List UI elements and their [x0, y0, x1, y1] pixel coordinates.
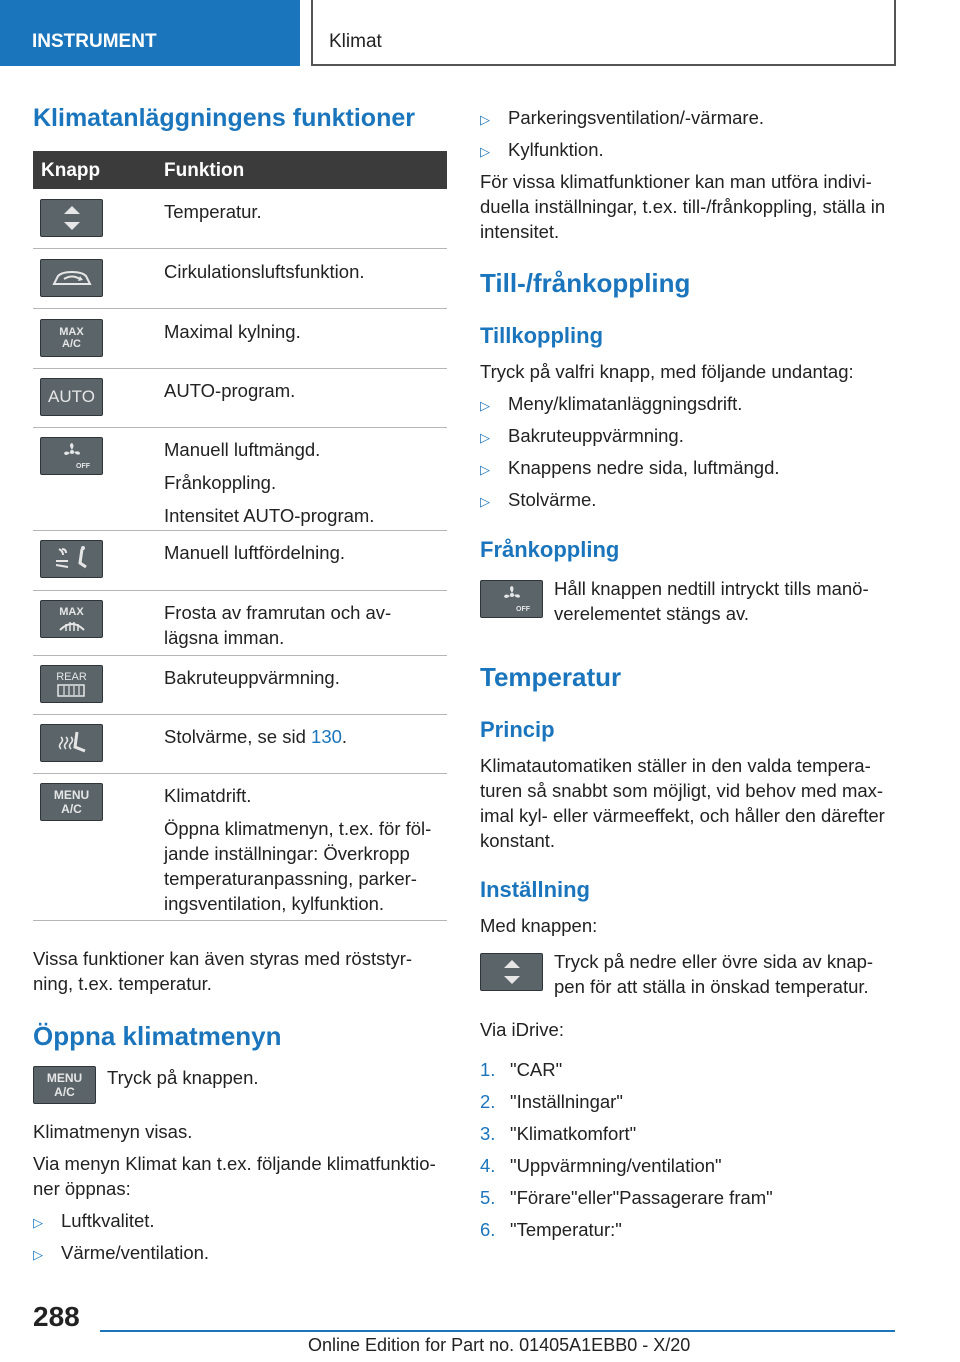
- auto-icon: AUTO: [40, 378, 103, 416]
- rear-defrost-icon: REAR: [40, 665, 103, 703]
- list-item: ▷ Luftkvalitet.: [33, 1210, 155, 1231]
- table-header: [33, 151, 447, 189]
- max-ac-icon: MAX A/C: [40, 319, 103, 357]
- function-text: Intensitet AUTO-program.: [164, 505, 375, 526]
- recirculation-car-icon: [40, 259, 103, 297]
- page-link[interactable]: 130: [311, 726, 342, 747]
- table-row: [33, 309, 447, 369]
- on-heading: Tillkoppling: [480, 323, 604, 348]
- function-text: Klimatdrift.: [164, 785, 252, 806]
- function-text: Cirkulationsluftsfunktion.: [164, 261, 365, 282]
- setting-heading: Inställning: [480, 877, 590, 902]
- function-text: AUTO-program.: [164, 380, 296, 401]
- via-idrive-text: Via iDrive:: [480, 1019, 564, 1040]
- temperature-heading: Temperatur: [480, 662, 622, 692]
- individual-settings-text: För vissa klimatfunktioner kan man utföra indivi-duella inställningar, t.ex. till-/frånkoppling, ställa in intensitet.: [480, 171, 886, 242]
- list-item: ▷ Bakruteuppvärmning.: [480, 425, 684, 446]
- function-text: Manuell luftfördelning.: [164, 542, 345, 563]
- function-text: Temperatur.: [164, 201, 262, 222]
- function-text: Öppna klimatmenyn, t.ex. för föl-jande inställningar: Överkropp temperaturanpassning, parker-ingsventilation, kylfunktion.: [164, 818, 432, 914]
- function-text: Maximal kylning.: [164, 321, 301, 342]
- page-number: 288: [33, 1301, 80, 1332]
- function-text: Manuell luftmängd.: [164, 439, 321, 460]
- table-row: [33, 428, 447, 531]
- temperature-arrows-icon: [480, 953, 543, 991]
- air-distribution-icon: [40, 540, 103, 578]
- table-row: [33, 591, 447, 656]
- list-item: ▷ Knappens nedre sida, luftmängd.: [480, 457, 780, 478]
- function-text: Stolvärme, se sid 130.: [164, 726, 348, 747]
- svg-text:OFF: OFF: [75, 463, 90, 470]
- function-text: Frånkoppling.: [164, 472, 277, 493]
- col-button-header: Knapp: [41, 160, 101, 181]
- principle-text: Klimatautomatiken ställer in den valda tempera-turen så snabbt som möjligt, vid behov med max-imal kyl- eller värmeeffekt, och håller den därefter konstant.: [480, 755, 885, 851]
- on-text: Tryck på valfri knapp, med följande undantag:: [480, 361, 854, 382]
- list-item: ▷ Värme/ventilation.: [33, 1242, 210, 1263]
- page-header: [0, 0, 960, 66]
- step-item: 4. "Uppvärmning/ventilation": [480, 1155, 722, 1176]
- max-defrost-icon: MAX: [40, 600, 103, 638]
- step-item: 5. "Förare"eller"Passagerare fram": [480, 1187, 773, 1208]
- menu-ac-icon: MENU A/C: [40, 783, 103, 821]
- table-row: [33, 249, 447, 309]
- table-row: [33, 715, 447, 774]
- principle-heading: Princip: [480, 717, 555, 742]
- list-item: ▷ Parkeringsventilation/-värmare.: [480, 107, 765, 128]
- function-text: Bakruteuppvärmning.: [164, 667, 340, 688]
- menu-shown-text: Klimatmenyn visas.: [33, 1121, 193, 1142]
- table-row: [33, 774, 447, 921]
- function-text: Frosta av framrutan och av-lägsna imman.: [164, 602, 392, 648]
- edition-text: Online Edition for Part no. 01405A1EBB0 - X/20: [308, 1335, 691, 1355]
- table-row: [33, 531, 447, 591]
- fan-off-icon: [40, 437, 103, 475]
- voice-text: Vissa funktioner kan även styras med röststyr-ning, t.ex. temperatur.: [33, 948, 413, 994]
- step-item: 3. "Klimatkomfort": [480, 1123, 637, 1144]
- seat-heating-icon: [40, 724, 103, 762]
- list-item: ▷ Stolvärme.: [480, 489, 597, 510]
- section-tab: INSTRUMENT: [0, 0, 300, 66]
- step-item: 1. "CAR": [480, 1059, 563, 1080]
- press-text: Tryck på knappen.: [107, 1067, 259, 1088]
- list-item: ▷ Kylfunktion.: [480, 139, 604, 160]
- fan-off-icon: [480, 580, 543, 618]
- table-row: [33, 369, 447, 428]
- chapter-title: Klimat: [311, 0, 896, 66]
- with-button-text: Med knappen:: [480, 915, 598, 936]
- list-item: ▷ Meny/klimatanläggningsdrift.: [480, 393, 743, 414]
- via-menu-text: Via menyn Klimat kan t.ex. följande klimatfunktio-ner öppnas:: [33, 1153, 436, 1199]
- functions-heading: Klimatanläggningens funktioner: [33, 104, 415, 132]
- onoff-heading: Till-/frånkoppling: [480, 268, 691, 298]
- button-text: Tryck på nedre eller övre sida av knap-pen för att ställa in önskad temperatur.: [554, 951, 874, 997]
- step-item: 2. "Inställningar": [480, 1091, 623, 1112]
- menu-ac-icon: MENU A/C: [33, 1066, 96, 1104]
- open-menu-heading: Öppna klimatmenyn: [33, 1021, 282, 1051]
- off-text: Håll knappen nedtill intryckt tills manö-verelementet stängs av.: [554, 578, 869, 624]
- off-heading: Frånkoppling: [480, 537, 620, 562]
- table-row: [33, 656, 447, 715]
- col-function-header: Funktion: [164, 160, 245, 181]
- footer-divider: [100, 1330, 895, 1332]
- svg-text:OFF: OFF: [515, 606, 530, 613]
- table-row: [33, 189, 447, 249]
- step-item: 6. "Temperatur:": [480, 1219, 622, 1240]
- temperature-arrows-icon: [40, 199, 103, 237]
